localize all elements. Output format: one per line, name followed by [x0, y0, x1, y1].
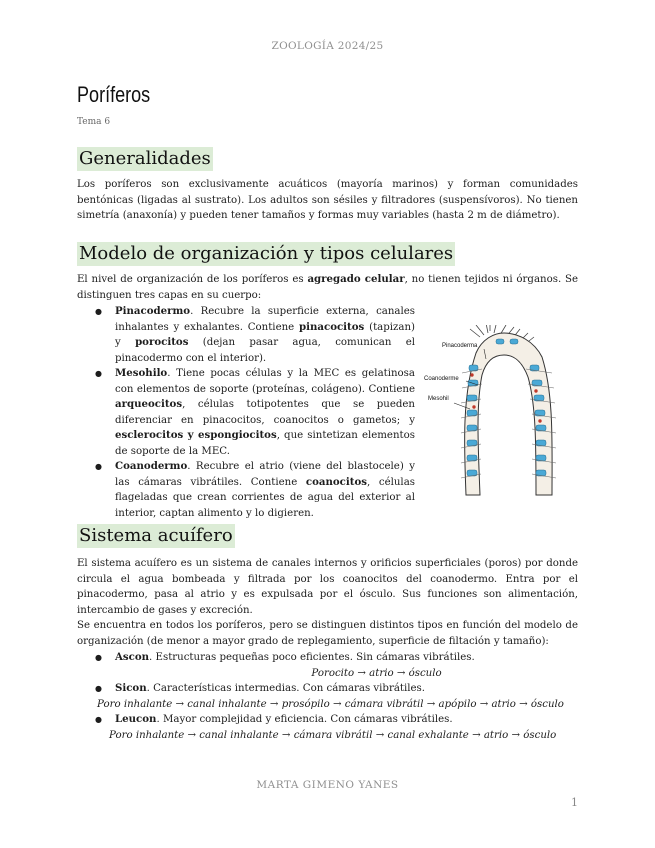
page-subtitle: Tema 6 [77, 117, 111, 127]
page-number: 1 [571, 796, 578, 809]
sponge-structure-illustration [424, 325, 584, 500]
section-heading-modelo: Modelo de organización y tipos celulares [79, 243, 454, 264]
acuifero-paragraph-2: Se encuentra en todos los poríferos, pero se distinguen distintos tipos en función del modelo de organización (de menor a mayor grado de replegamiento, superficie de filtación y tamaño): [77, 620, 578, 647]
section-heading-generalidades: Generalidades [79, 148, 211, 169]
modelo-intro: El nivel de organización de los poríferos es agregado celular, no tienen tejidos ni órganos. Se distinguen tres capas en su cuerpo: [77, 273, 579, 301]
acuifero-paragraph-1: El sistema acuífero es un sistema de canales internos y orificios superficiales (poros) por donde circula el agua bombeada y filtrada por los coanocitos del coanodermo. Entra por el pinacodermo, pasa al atrio y es expulsada por el ósculo. Sus funciones son alimentación, intercambio de gases y excreción. [77, 558, 578, 616]
running-header: ZOOLOGÍA 2024/25 [271, 40, 384, 52]
section-heading-acuifero: Sistema acuífero [79, 525, 233, 546]
figure-label-mesohil: Mesohil [428, 396, 449, 402]
generalidades-paragraph: Los poríferos son exclusivamente acuáticos (mayoría marinos) y forman comunidades bentónicas (ligadas al sustrato). Los adultos son sésiles y filtradores (suspensívoros). No tienen simetría (anaxonía) y pueden tener tamaños y formas muy variables (hasta 2 m de diámetro). [77, 179, 578, 221]
flow-path-sicon: Poro inhalante → canal inhalante → prosópilo → cámara vibrátil → apópilo → atrio → ósculo [97, 698, 564, 710]
flow-path-ascon: Porocito → atrio → ósculo [311, 667, 442, 679]
list-item-leucon: ● Leucon. Mayor complejidad y eficiencia. Con cámaras vibrátiles. Poro inhalante → canal inhalante → cámara vibrátil → canal exhalante → atrio → ósculo [77, 712, 578, 743]
list-item-coanodermo: ● Coanodermo. Recubre el atrio (viene del blastocele) y las cámaras vibrátiles. Contiene coanocitos, células flageladas que crean corrientes de agua del exterior al interior, captan alimento y lo digieren. [77, 459, 415, 521]
figure-label-pinacoderma: Pinacoderma [442, 343, 478, 349]
aquifer-type-list [77, 650, 578, 743]
list-item-ascon: ● Ascon. Estructuras pequeñas poco eficientes. Sin cámaras vibrátiles. Porocito → atrio → ósculo [77, 650, 578, 681]
list-item-sicon: ● Sicon. Características intermedias. Con cámaras vibrátiles. Poro inhalante → canal inhalante → prosópilo → cámara vibrátil → apópilo → atrio → ósculo [77, 681, 578, 712]
page-footer-author: MARTA GIMENO YANES [256, 779, 399, 791]
flow-path-leucon: Poro inhalante → canal inhalante → cámara vibrátil → canal exhalante → atrio → ósculo [109, 729, 557, 741]
list-item-mesohilo: ● Mesohilo. Tiene pocas células y la MEC es gelatinosa con elementos de soporte (proteínas, colágeno). Contiene arqueocitos, células totipotentes que se pueden diferenciar en pinacocitos, coanocitos o gametos; y esclerocitos y espongiocitos, que sintetizan elementos de soporte de la MEC. [77, 366, 415, 459]
list-item-pinacodermo: ● Pinacodermo. Recubre la superficie externa, canales inhalantes y exhalantes. Contiene pinacocitos (tapizan) y porocitos (dejan pasar agua, comunican el pinacodermo con el interior). [77, 304, 415, 366]
figure-label-coanoderme: Coanoderme [424, 376, 459, 382]
cell-layer-list [77, 304, 415, 521]
page-title: Poríferos [77, 82, 151, 107]
